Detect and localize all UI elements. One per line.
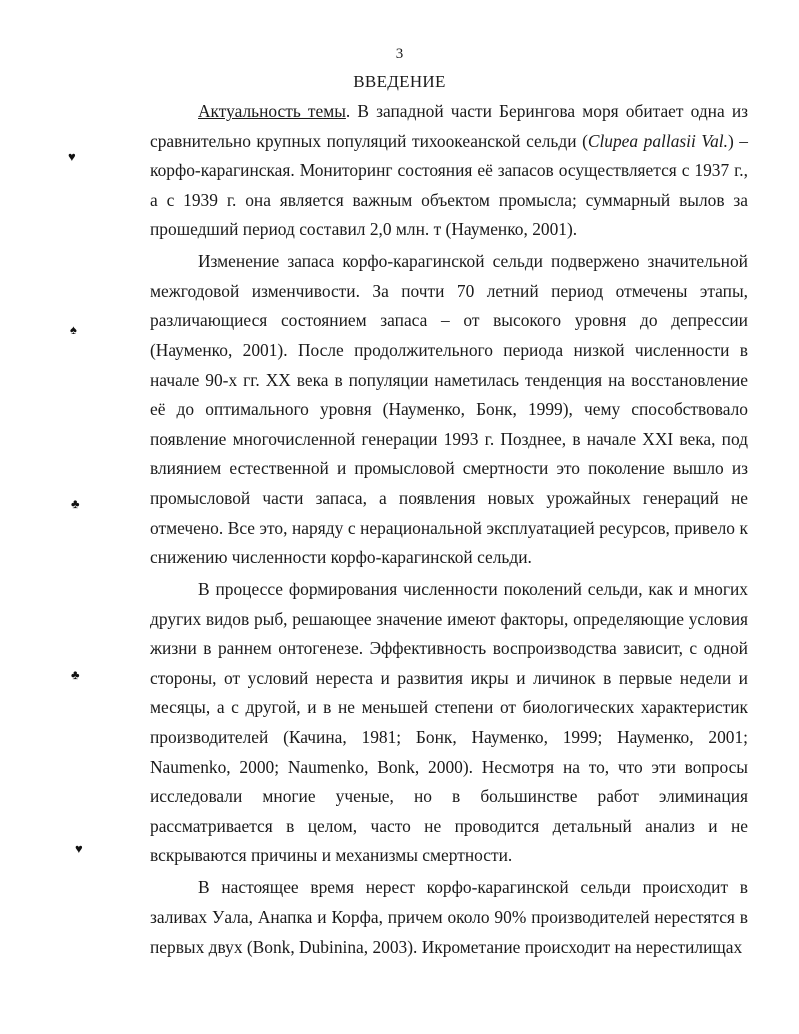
page-number: 3 [395, 46, 404, 62]
margin-hole-mark: ♣ [71, 667, 80, 682]
paragraph-spawning: В настоящее время нерест корфо-карагинской сельди происходит в заливах Уала, Анапка и Корфа, причем около 90% производителей нерестятся в первых двух (Bonk, Dubinina, 2003). Икрометание происходит на нерестилищах [150, 877, 748, 957]
body-text [150, 97, 748, 962]
species-name: Clupea pallasii Val. [587, 130, 728, 151]
paragraph-stock-change: Изменение запаса корфо-карагинской сельди подвержено значительной межгодовой изменчивости. За почти 70 летний период отмечены этапы, различающиеся состоянием запаса – от высокого уровня до депрессии (Науменко, 2001). После продолжительного периода низкой численности в начале 90-х гг. XX века в популяции наметилась тенденция на восстановление её до оптимального уровня (Науменко, Бонк, 1999), чему способствовало появление многочисленной генерации 1993 г. Позднее, в начале XXI века, под влиянием естественной и промысловой смертности это поколение вышло из промысловой части запаса, а появления новых урожайных генераций не отмечено. Все это, наряду с нерациональной эксплуатацией ресурсов, привело к снижению численности корфо-карагинской сельди. [150, 251, 748, 568]
page-title: ВВЕДЕНИЕ [353, 72, 446, 91]
margin-hole-mark: ♥ [75, 841, 83, 856]
paragraph-text: ) – корфо-карагинская. Мониторинг состояния её запасов осуществляется с 1937 г., а с 1939 г. она является важным объектом промысла; суммарный вылов за прошедший период составил 2,0 млн. т (Науменко, 2001). [150, 130, 748, 240]
paragraph-text: . В западной части Берингова моря обитает одна из сравнительно крупных популяций тихоокеанской сельди ( [150, 101, 748, 151]
section-lead: Актуальность темы [198, 101, 346, 121]
margin-hole-mark: ♣ [71, 496, 80, 511]
paragraph-generation-factors: В процессе формирования численности поколений сельди, как и многих других видов рыб, решающее значение имеют факторы, определяющие условия жизни в раннем онтогенезе. Эффективность воспроизводства зависит, с одной стороны, от условий нереста и развития икры и личинок в первые недели и месяцы, а с другой, и в не меньшей степени от биологических характеристик производителей (Качина, 1981; Бонк, Науменко, 1999; Науменко, 2001; Naumenko, 2000; Naumenko, Bonk, 2000). Несмотря на то, что эти вопросы исследовали многие ученые, но в большинстве работ элиминация рассматривается в целом, часто не проводится детальный анализ и не вскрываются причины и механизмы смертности. [150, 579, 748, 866]
margin-hole-mark: ♥ [68, 149, 76, 164]
paragraph-relevance [150, 97, 748, 245]
margin-hole-mark: ♠ [70, 322, 77, 337]
